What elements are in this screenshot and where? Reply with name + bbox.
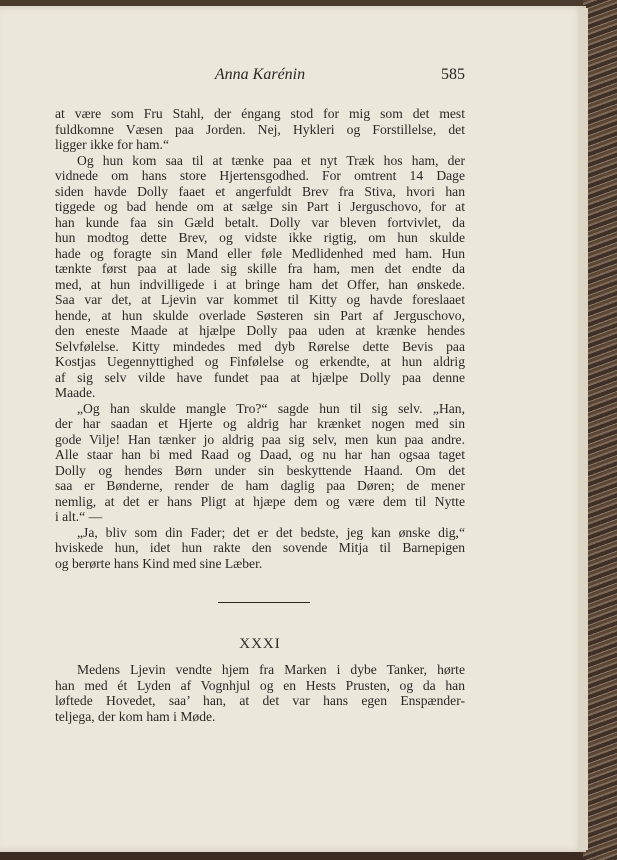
text-line: hade og foragte sin Mand eller føle Medlidenhed med ham. Hun: [55, 245, 465, 261]
paragraph: [55, 153, 465, 401]
paragraph: [55, 662, 465, 724]
page-header: [55, 66, 465, 86]
text-line: hviskede hun, idet hun rakte den sovende Mitja til Barnepigen: [55, 540, 465, 555]
text-line: løftede Hovedet, saa’ han, at det var hans egen Enspænder-: [55, 693, 465, 708]
page-edge: [578, 8, 588, 850]
text-line: siden havde Dolly faaet et angerfuldt Brev fra Stiva, hvori han: [55, 183, 465, 199]
text-line: ligger ikke for ham.“: [55, 137, 169, 152]
body-text: [55, 106, 465, 571]
text-line: gode Vilje! Han tænker jo aldrig paa sig selv, men kun paa andre.: [55, 431, 465, 447]
running-title: Anna Karénin: [214, 66, 306, 83]
paragraph: [55, 525, 465, 572]
text-line: med, at hun indvilligede i at bringe ham det Offer, han ønskede.: [55, 276, 465, 292]
text-line: han kunde faa sin Gæld betalt. Dolly var bleven fortvivlet, da: [55, 214, 465, 230]
text-line: Kostjas Uegennyttighed og Finfølelse og erkendte, at hun aldrig: [55, 354, 465, 369]
page-number: 585: [441, 66, 465, 83]
section-divider: [218, 602, 310, 603]
text-line: at være som Fru Stahl, der éngang stod for mig som det mest: [55, 106, 465, 121]
text-line: fuldkomne Væsen paa Jorden. Nej, Hykleri og Forstillelse, det: [55, 121, 465, 137]
text-line: nemlig, at det er hans Pligt at hjæpe dem og være dem til Nytte: [55, 493, 465, 509]
text-line: vidnede om hans store Hjertensgodhed. For omtrent 14 Dage: [55, 168, 465, 183]
text-line: Dolly og hendes Børn under sin beskyttende Haand. Om det: [55, 462, 465, 478]
paragraph: [55, 401, 465, 525]
chapter-heading: XXXI: [239, 636, 281, 652]
paragraph: [55, 106, 465, 153]
text-line: Saa var det, at Ljevin var kommet til Kitty og havde foreslaaet: [55, 292, 465, 307]
text-line: hun modtog dette Brev, og vidste ikke rigtig, om hun skulde: [55, 230, 465, 245]
text-line: Maade.: [55, 385, 96, 400]
text-line: tiggede og bad hende om at sælge sin Part i Jerguschovo, for at: [55, 199, 465, 214]
text-line: hende, at hun skulde overlade Søsteren sin Part af Jerguschovo,: [55, 307, 465, 323]
text-line: og berørte hans Kind med sine Læber.: [55, 555, 263, 571]
text-line: han med ét Lyden af Vognhjul og en Hests Prusten, og da han: [55, 677, 465, 693]
text-line: Selvfølelse. Kitty mindedes med dyb Rørelse dette Bevis paa: [55, 338, 465, 354]
text-line: Medens Ljevin vendte hjem fra Marken i dybe Tanker, hørte: [77, 662, 465, 677]
text-line: der har saadan et Hjerte og aldrig har krænket nogen med sin: [55, 416, 465, 431]
text-line: den eneste Maade at hjælpe Dolly paa uden at krænke hendes: [55, 323, 465, 338]
text-line: saa er Bønderne, render de ham daglig paa Døren; de mener: [55, 478, 465, 493]
text-line: Og hun kom saa til at tænke paa et nyt Træk hos ham, der: [77, 152, 465, 168]
text-line: i alt.“ —: [55, 509, 103, 524]
text-line: teljega, der kom ham i Møde.: [55, 708, 216, 724]
chapter-text: [55, 662, 465, 724]
marbled-cover-edge: [583, 0, 617, 860]
text-line: „Og han skulde mangle Tro?“ sagde hun til sig selv. „Han,: [77, 400, 465, 416]
text-line: Alle staar han bi med Raad og Daad, og nu har han ogsaa taget: [55, 447, 465, 462]
text-line: „Ja, bliv som din Fader; det er det bedste, jeg kan ønske dig,“: [77, 524, 465, 540]
text-line: af sig selv vilde have fundet paa at hjælpe Dolly paa denne: [55, 369, 465, 385]
text-line: tænkte først paa at lade sig skille fra ham, men det endte da: [55, 261, 465, 276]
